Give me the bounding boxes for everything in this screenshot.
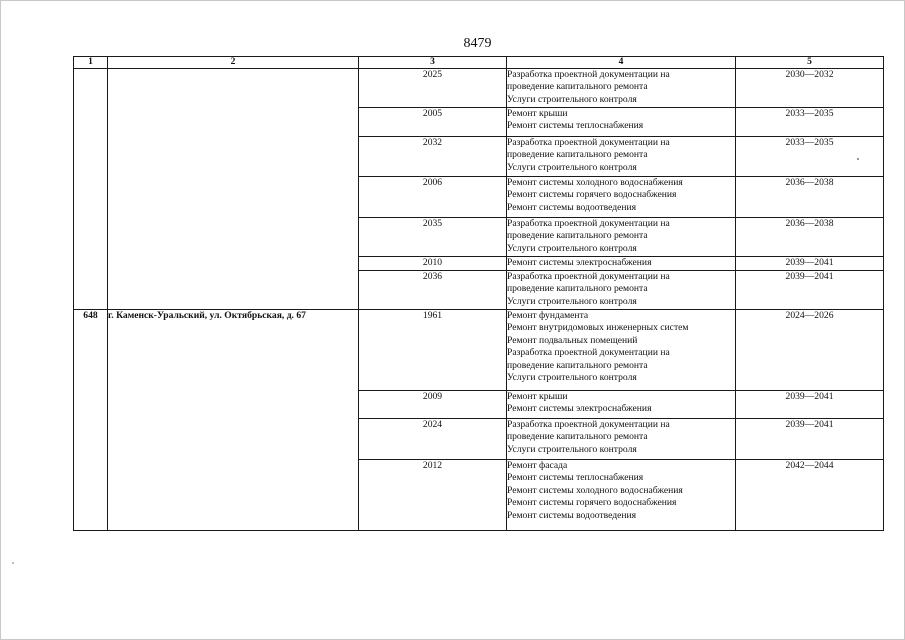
works-list	[507, 310, 736, 391]
work-item: Ремонт системы электроснабжения	[507, 257, 652, 268]
work-item: проведение капитального ремонта	[507, 230, 648, 242]
repair-period: 2036—2038	[736, 177, 884, 218]
repair-period: 2033—2035	[736, 108, 884, 137]
group-continued	[74, 69, 884, 310]
work-item: Разработка проектной документации на	[507, 218, 670, 229]
works-list	[507, 257, 736, 271]
work-item: Ремонт системы горячего водоснабжения	[507, 189, 677, 201]
construction-year: 2036	[359, 271, 507, 310]
column-header: 1	[74, 57, 108, 69]
work-item: Услуги строительного контроля	[507, 93, 637, 105]
repair-period: 2039—2041	[736, 257, 884, 271]
work-item: Услуги строительного контроля	[507, 161, 637, 173]
column-header: 4	[507, 57, 736, 69]
construction-year: 2006	[359, 177, 507, 218]
page-number: 8479	[463, 36, 492, 51]
work-item: Услуги строительного контроля	[507, 372, 637, 384]
entry-number: 648	[74, 310, 108, 531]
works-list	[507, 391, 736, 419]
construction-year: 2012	[359, 460, 507, 531]
work-item: проведение капитального ремонта	[507, 81, 648, 93]
work-item: Ремонт подвальных помещений	[507, 334, 638, 346]
work-item: Разработка проектной документации на	[507, 271, 670, 282]
entry-number	[74, 69, 108, 310]
work-item: Разработка проектной документации на	[507, 419, 670, 430]
building-group	[74, 310, 884, 531]
works-list	[507, 137, 736, 177]
capital-repair-table	[73, 56, 884, 531]
building-address	[108, 69, 359, 310]
construction-year: 2024	[359, 419, 507, 460]
work-item: Ремонт системы холодного водоснабжения	[507, 484, 683, 496]
work-item: Услуги строительного контроля	[507, 443, 637, 455]
work-item: Разработка проектной документации на	[507, 137, 670, 148]
work-item: Ремонт фасада	[507, 460, 568, 471]
works-list	[507, 108, 736, 137]
building-address: г. Каменск-Уральский, ул. Октябрьская, д. 67	[108, 310, 359, 531]
column-header: 2	[108, 57, 359, 69]
work-item: Услуги строительного контроля	[507, 295, 637, 307]
construction-year: 2010	[359, 257, 507, 271]
construction-year: 1961	[359, 310, 507, 391]
construction-year: 2009	[359, 391, 507, 419]
work-item: Разработка проектной документации на	[507, 347, 670, 359]
repair-period: 2036—2038	[736, 218, 884, 257]
works-list	[507, 177, 736, 218]
work-item: Услуги строительного контроля	[507, 242, 637, 254]
repair-period: 2039—2041	[736, 271, 884, 310]
table-row	[74, 69, 884, 108]
table-row	[74, 310, 884, 391]
column-header: 5	[736, 57, 884, 69]
work-item: Разработка проектной документации на	[507, 69, 670, 80]
works-list	[507, 218, 736, 257]
work-item: проведение капитального ремонта	[507, 359, 648, 371]
construction-year: 2005	[359, 108, 507, 137]
construction-year: 2035	[359, 218, 507, 257]
work-item: Ремонт системы горячего водоснабжения	[507, 497, 677, 509]
works-list	[507, 271, 736, 310]
work-item: Ремонт системы теплоснабжения	[507, 472, 644, 484]
repair-period: 2042—2044	[736, 460, 884, 531]
works-list	[507, 419, 736, 460]
construction-year: 2032	[359, 137, 507, 177]
repair-period: 2039—2041	[736, 419, 884, 460]
work-item: проведение капитального ремонта	[507, 149, 648, 161]
work-item: Ремонт внутридомовых инженерных систем	[507, 322, 689, 334]
work-item: проведение капитального ремонта	[507, 431, 648, 443]
works-list	[507, 460, 736, 531]
work-item: проведение капитального ремонта	[507, 283, 648, 295]
repair-period: 2039—2041	[736, 391, 884, 419]
scan-speck	[12, 562, 14, 564]
work-item: Ремонт системы водоотведения	[507, 509, 637, 521]
work-item: Ремонт системы холодного водоснабжения	[507, 177, 683, 188]
work-item: Ремонт крыши	[507, 391, 568, 402]
column-header: 3	[359, 57, 507, 69]
repair-period: 2030—2032	[736, 69, 884, 108]
work-item: Ремонт фундамента	[507, 310, 589, 321]
scan-speck	[857, 158, 859, 160]
work-item: Ремонт крыши	[507, 108, 568, 119]
work-item: Ремонт системы водоотведения	[507, 201, 637, 213]
work-item: Ремонт системы теплоснабжения	[507, 120, 644, 132]
repair-period: 2024—2026	[736, 310, 884, 391]
column-number-row	[74, 57, 884, 69]
construction-year: 2025	[359, 69, 507, 108]
works-list	[507, 69, 736, 108]
repair-period: 2033—2035	[736, 137, 884, 177]
work-item: Ремонт системы электроснабжения	[507, 403, 652, 415]
